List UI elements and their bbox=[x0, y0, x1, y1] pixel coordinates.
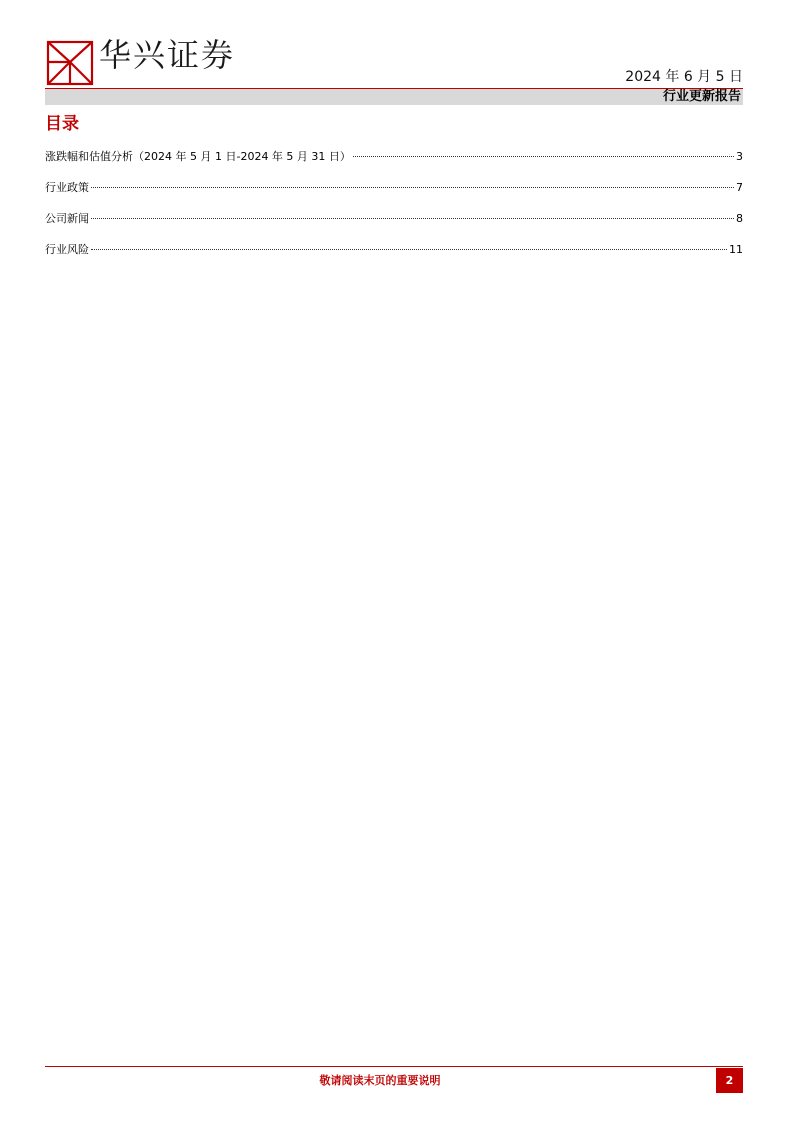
header-band bbox=[45, 89, 743, 105]
toc-entry-title: 公司新闻 bbox=[45, 212, 89, 225]
toc-entry-page: 11 bbox=[729, 243, 743, 256]
toc-entry-page: 7 bbox=[736, 181, 743, 194]
report-type-label: 行业更新报告 bbox=[662, 89, 741, 104]
toc-entry-page: 3 bbox=[736, 150, 743, 163]
huaxing-cube-logo-icon bbox=[46, 40, 94, 86]
toc-leader-dots bbox=[91, 187, 734, 188]
toc-entry-risks[interactable] bbox=[45, 241, 743, 272]
report-date: 2024 年 6 月 5 日 bbox=[625, 69, 743, 85]
toc-entry-title: 行业风险 bbox=[45, 243, 89, 256]
toc-entry-company-news[interactable] bbox=[45, 210, 743, 241]
brand-name: 华兴证券 bbox=[99, 36, 236, 74]
toc-entry-title: 涨跌幅和估值分析（2024 年 5 月 1 日-2024 年 5 月 31 日） bbox=[45, 150, 351, 163]
toc-heading: 目录 bbox=[45, 114, 79, 134]
toc-entry-title: 行业政策 bbox=[45, 181, 89, 194]
toc-leader-dots bbox=[91, 249, 727, 250]
toc-entry-policy[interactable] bbox=[45, 179, 743, 210]
toc-leader-dots bbox=[353, 156, 734, 157]
toc-leader-dots bbox=[91, 218, 734, 219]
toc-entry-valuation[interactable] bbox=[45, 148, 743, 179]
page-number-badge: 2 bbox=[716, 1068, 743, 1093]
toc-entry-page: 8 bbox=[736, 212, 743, 225]
table-of-contents bbox=[45, 148, 743, 272]
footer-divider bbox=[45, 1066, 743, 1067]
footer-disclaimer-note: 敬请阅读末页的重要说明 bbox=[319, 1074, 441, 1087]
